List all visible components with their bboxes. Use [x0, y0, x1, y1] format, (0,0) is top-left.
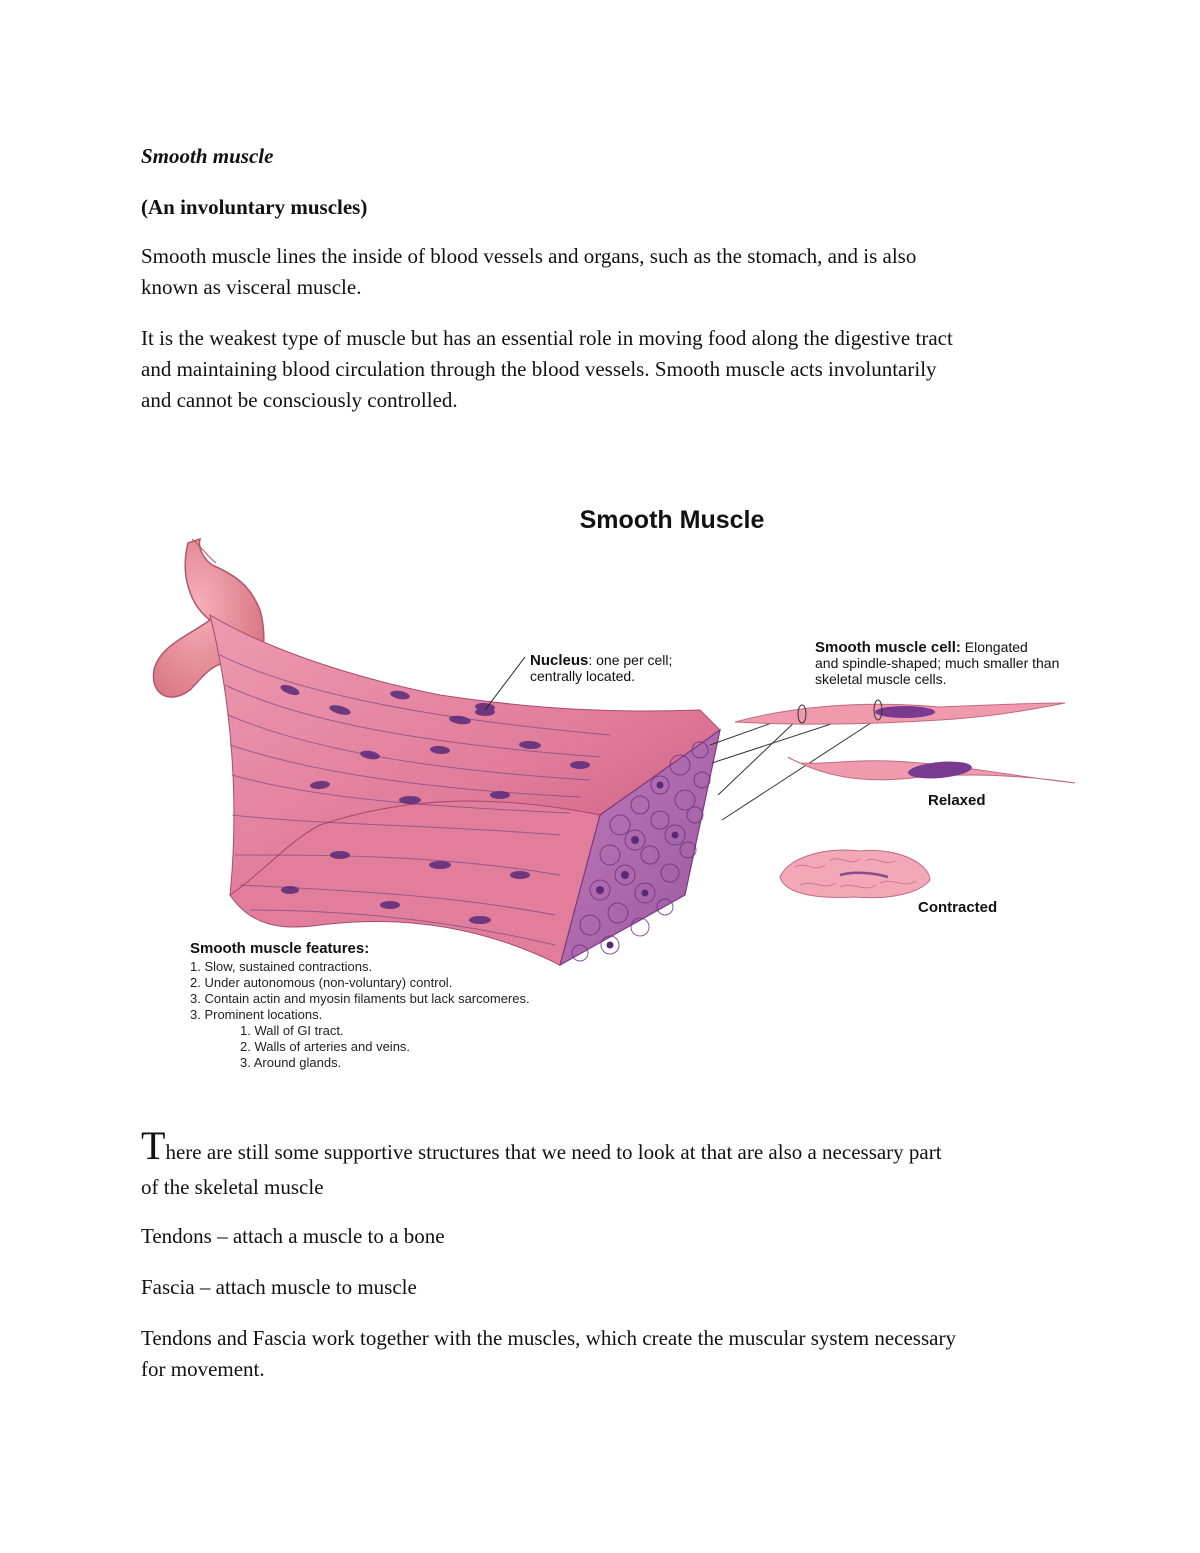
feature-item: 1. Slow, sustained contractions. — [190, 959, 373, 974]
paragraph-tendons: Tendons – attach a muscle to a bone — [141, 1224, 445, 1248]
cell-label — [815, 639, 1028, 656]
cell-label-line2: and spindle-shaped; much smaller than — [815, 655, 1060, 671]
paragraph-fascia: Fascia – attach muscle to muscle — [141, 1275, 417, 1299]
figure-title: Smooth Muscle — [579, 506, 765, 534]
relaxed-label: Relaxed — [928, 792, 986, 809]
feature-item: 2. Under autonomous (non-voluntary) control. — [190, 975, 453, 990]
location-item: 3. Around glands. — [240, 1055, 342, 1070]
paragraph-line-rest: here are still some supportive structures that we need to look at that are also a necessary part — [165, 1140, 942, 1164]
nucleus-pointer-line — [485, 657, 525, 710]
paragraph-line: Tendons and Fascia work together with the muscles, which create the muscular system necessary — [141, 1326, 956, 1350]
paragraph-line: Smooth muscle lines the inside of blood vessels and organs, such as the stomach, and is also — [141, 244, 917, 268]
smooth-muscle-figure — [140, 495, 1120, 1090]
paragraph-supportive — [141, 1123, 1071, 1203]
paragraph-line: It is the weakest type of muscle but has an essential role in moving food along the digestive tract — [141, 326, 953, 350]
contracted-cell-illustration — [780, 850, 930, 898]
nucleus-label-rest: : one per cell; — [588, 652, 673, 668]
cell-label-bold: Smooth muscle cell: — [815, 639, 961, 656]
paragraph-line: of the skeletal muscle — [141, 1175, 324, 1199]
cell-label-rest: Elongated — [960, 639, 1028, 655]
features-title: Smooth muscle features: — [190, 940, 370, 957]
contracted-label: Contracted — [918, 899, 998, 916]
paragraph-line: and maintaining blood circulation through the blood vessels. Smooth muscle acts involuntarily — [141, 357, 937, 381]
drop-cap: T — [141, 1123, 166, 1168]
location-item: 1. Wall of GI tract. — [240, 1023, 344, 1038]
paragraph-line: and cannot be consciously controlled. — [141, 388, 458, 412]
nucleus-label — [530, 652, 672, 669]
location-item: 2. Walls of arteries and veins. — [240, 1039, 411, 1054]
nucleus-label-bold: Nucleus — [530, 652, 589, 669]
relaxed-cell-illustration — [788, 757, 1075, 783]
smooth-muscle-illustration — [140, 495, 1120, 1090]
feature-item: 3. Prominent locations. — [190, 1007, 323, 1022]
paragraph-weakest — [141, 323, 1071, 416]
nucleus-label-line2: centrally located. — [530, 668, 636, 684]
section-subheading: (An involuntary muscles) — [141, 195, 368, 219]
feature-item: 3. Contain actin and myosin filaments but lack sarcomeres. — [190, 991, 530, 1006]
cell-label-line3: skeletal muscle cells. — [815, 671, 947, 687]
features-list — [190, 959, 530, 1070]
section-heading: Smooth muscle — [141, 144, 274, 168]
paragraph-line: known as visceral muscle. — [141, 275, 362, 299]
paragraph-line — [141, 1123, 1071, 1168]
paragraph-together — [141, 1323, 1071, 1385]
paragraph-visceral — [141, 241, 1071, 303]
paragraph-line: for movement. — [141, 1357, 265, 1381]
elongated-cell-illustration — [735, 700, 1065, 724]
